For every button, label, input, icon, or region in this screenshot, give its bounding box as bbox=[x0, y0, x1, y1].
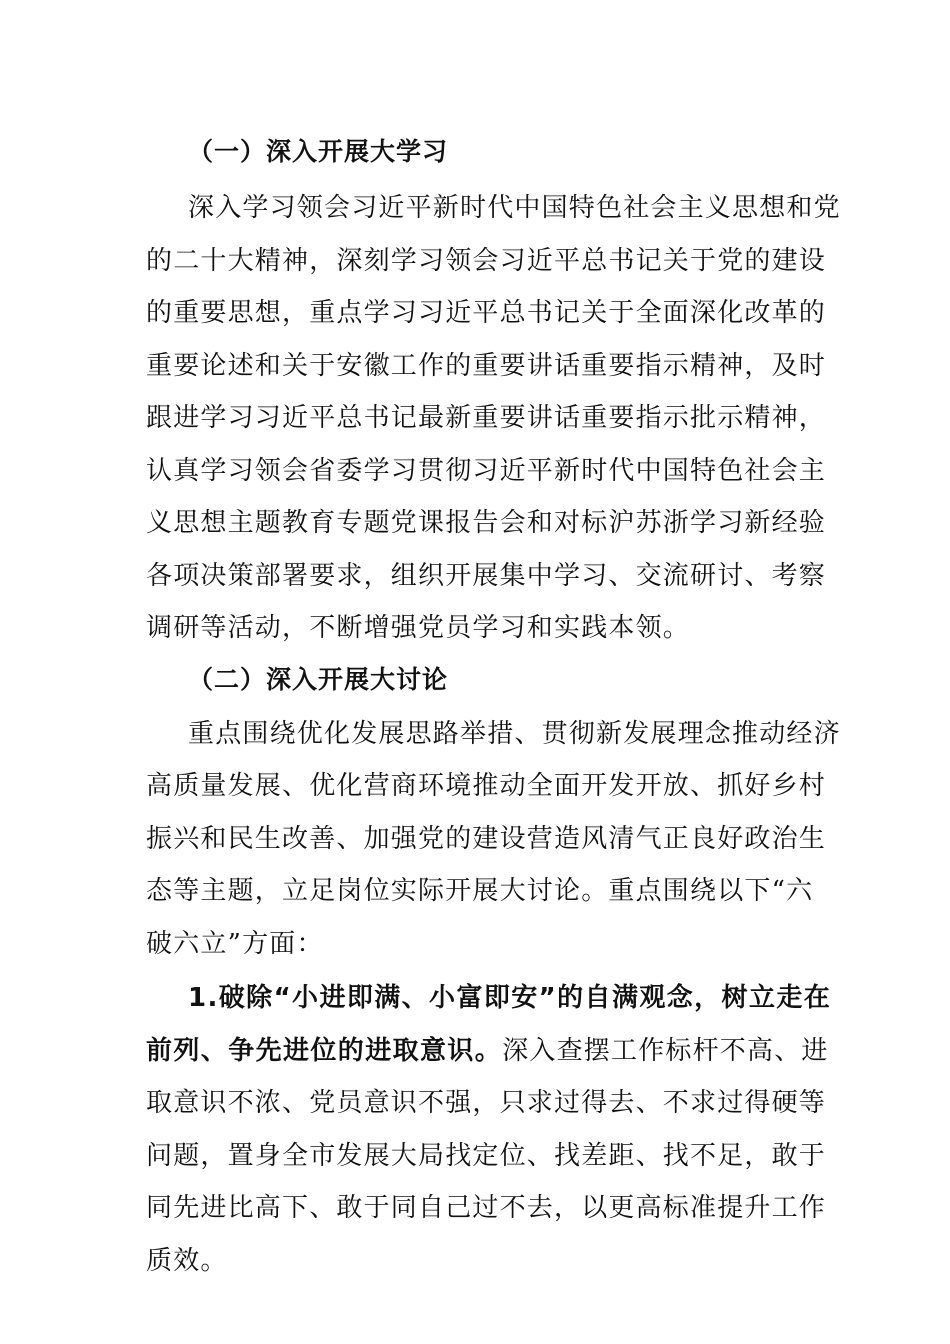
paragraph-line bbox=[146, 1025, 829, 1078]
item-1-title-line: 1.破除“小进即满、小富即安”的自满观念，树立走在 bbox=[188, 983, 832, 1013]
paragraph-line: 质效。 bbox=[146, 1245, 228, 1276]
paragraph-line: 认真学习领会省委学习贯彻习近平新时代中国特色社会主 bbox=[146, 455, 827, 486]
paragraph-line: 调研等活动，不断增强党员学习和实践本领。 bbox=[146, 613, 691, 643]
paragraph-line: 的二十大精神，深刻学习领会习近平总书记关于党的建设 bbox=[146, 245, 827, 276]
document-body bbox=[146, 127, 841, 1287]
paragraph-item-1 bbox=[146, 972, 832, 1287]
section-heading-study: （一）深入开展大学习 bbox=[188, 137, 449, 166]
paragraph-line: 重点围绕优化发展思路举措、贯彻新发展理念推动经济 bbox=[188, 718, 841, 749]
paragraph-discussion bbox=[146, 708, 841, 971]
paragraph-line: 振兴和民生改善、加强党的建设营造风清气正良好政治生 bbox=[146, 823, 827, 854]
paragraph-line: 各项决策部署要求，组织开展集中学习、交流研讨、考察 bbox=[146, 560, 827, 591]
paragraph-line: 跟进学习习近平总书记最新重要讲话重要指示批示精神， bbox=[146, 403, 827, 433]
paragraph-line: 破六立”方面： bbox=[146, 928, 324, 959]
section-heading-discussion: （二）深入开展大讨论 bbox=[188, 664, 449, 694]
item-1-title-end: 前列、争先进位的进取意识。 bbox=[146, 1035, 503, 1066]
paragraph-line: 态等主题，立足岗位实际开展大讨论。重点围绕以下“六 bbox=[146, 876, 814, 906]
paragraph-study bbox=[146, 182, 841, 655]
paragraph-line: 问题，置身全市发展大局找定位、找差距、找不足，敢于 bbox=[146, 1140, 827, 1171]
paragraph-line: 取意识不浓、党员意识不强，只求过得去、不求过得硬等 bbox=[146, 1088, 827, 1118]
paragraph-line: 高质量发展、优化营商环境推动全面开发开放、抓好乡村 bbox=[146, 771, 827, 801]
paragraph-line: 同先进比高下、敢于同自己过不去，以更高标准提升工作 bbox=[146, 1193, 827, 1223]
paragraph-line: 重要论述和关于安徽工作的重要讲话重要指示精神，及时 bbox=[146, 350, 827, 381]
item-1-text-start: 深入查摆工作标杆不高、进 bbox=[502, 1035, 829, 1066]
paragraph-line: 义思想主题教育专题党课报告会和对标沪苏浙学习新经验 bbox=[146, 508, 827, 538]
paragraph-line: 深入学习领会习近平新时代中国特色社会主义思想和党 bbox=[188, 193, 841, 223]
paragraph-line: 的重要思想，重点学习习近平总书记关于全面深化改革的 bbox=[146, 298, 827, 328]
